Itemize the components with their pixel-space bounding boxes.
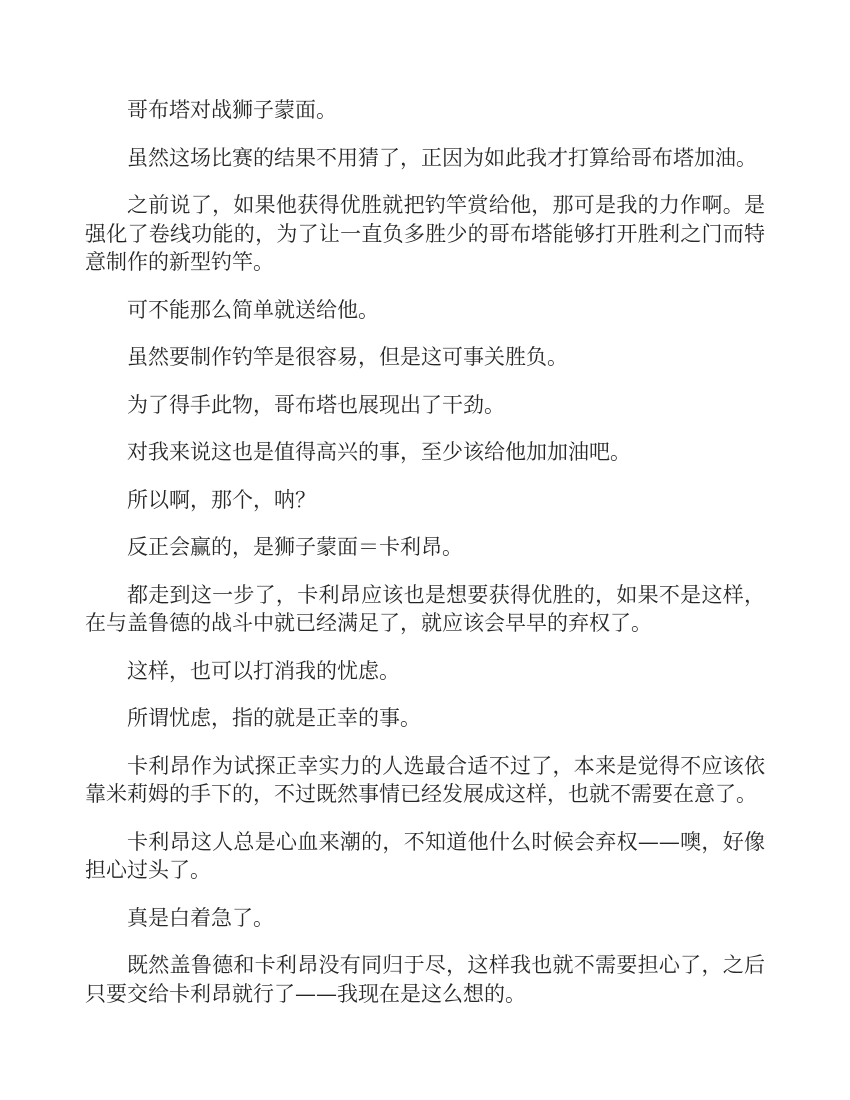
paragraph: 虽然这场比赛的结果不用猜了，正因为如此我才打算给哥布塔加油。 [127,145,757,170]
paragraph: 卡利昂这人总是心血来潮的，不知道他什么时候会弃权——噢，好像担心过头了。 [85,829,765,882]
paragraph: 为了得手此物，哥布塔也展现出了干劲。 [127,392,505,417]
paragraph: 真是白着急了。 [127,905,274,930]
paragraph: 虽然要制作钓竿是很容易，但是这可事关胜负。 [127,345,568,369]
paragraph: 哥布塔对战狮子蒙面。 [127,98,337,122]
paragraph: 既然盖鲁德和卡利昂没有同归于尽，这样我也就不需要担心了，之后只要交给卡利昂就行了——我现在是这么想的。 [85,953,765,1006]
paragraph: 这样，也可以打消我的忧虑。 [127,658,400,683]
paragraph: 卡利昂作为试探正幸实力的人选最合适不过了，本来是觉得不应该依靠米莉姆的手下的，不过既然事情已经发展成这样，也就不需要在意了。 [85,753,765,806]
paragraph: 可不能那么简单就送给他。 [127,297,379,322]
paragraph: 都走到这一步了，卡利昂应该也是想要获得优胜的，如果不是这样，在与盖鲁德的战斗中就已经满足了，就应该会早早的弃权了。 [85,582,765,635]
paragraph: 之前说了，如果他获得优胜就把钓竿赏给他，那可是我的力作啊。是强化了卷线功能的，为了让一直负多胜少的哥布塔能够打开胜利之门而特意制作的新型钓竿。 [85,193,765,274]
paragraph: 所谓忧虑，指的就是正幸的事。 [127,706,421,730]
paragraph: 反正会赢的，是狮子蒙面＝卡利昂。 [127,535,463,559]
paragraph: 所以啊，那个，呐？ [127,487,316,512]
paragraph: 对我来说这也是值得高兴的事，至少该给他加加油吧。 [127,440,631,464]
